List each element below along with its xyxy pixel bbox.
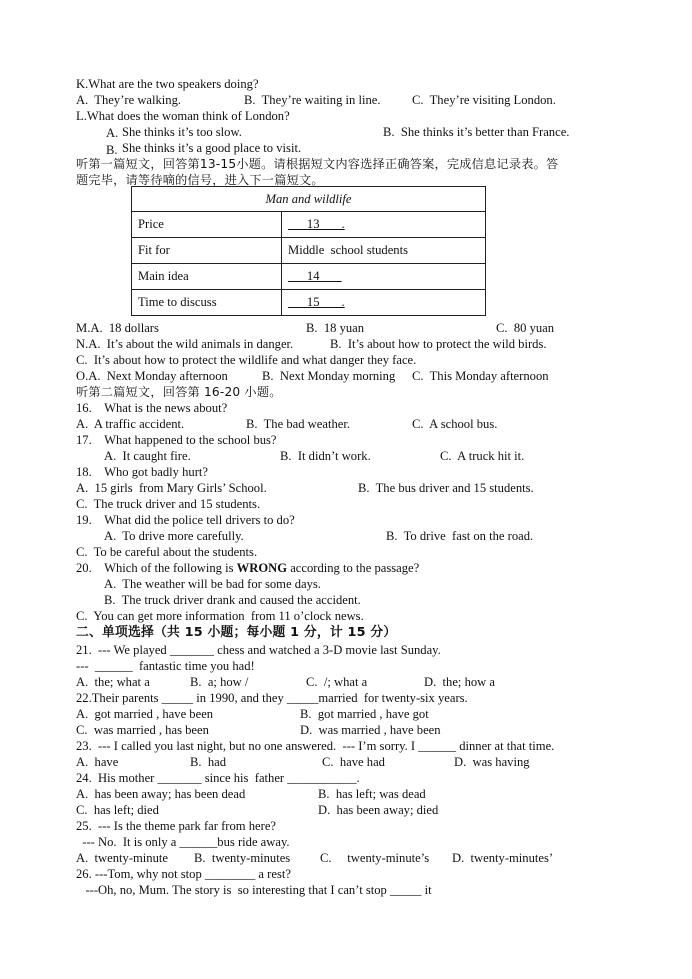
- option-n-b: B. It’s about how to protect the wild birds.: [330, 337, 547, 351]
- option-24-b: B. has left; was dead: [318, 787, 426, 801]
- question-19: 19. What did the police tell drivers to do?: [76, 513, 295, 527]
- question-23: 23. --- I called you last night, but no one answered. --- I’m sorry. I ______ dinner at that time.: [76, 739, 555, 753]
- option-21-d: D. the; how a: [424, 675, 495, 689]
- option-24-d: D. has been away; died: [318, 803, 439, 817]
- table-row: [132, 212, 486, 238]
- table-value-blank-15: 15 .: [282, 290, 486, 316]
- table-value-blank-13: 13 .: [282, 212, 486, 238]
- question-17: 17. What happened to the school bus?: [76, 433, 277, 447]
- option-m-c: C. 80 yuan: [496, 321, 555, 335]
- option-21-c: C. /; what a: [306, 675, 368, 689]
- option-l-b: B. She thinks it’s better than France.: [383, 125, 570, 139]
- option-o-a: O.A. Next Monday afternoon: [76, 369, 228, 383]
- option-k-a: A. They’re walking.: [76, 93, 182, 107]
- option-21-b: B. a; how /: [190, 675, 249, 689]
- option-16-c: C. A school bus.: [412, 417, 498, 431]
- option-k-b: B. They’re waiting in line.: [244, 93, 381, 107]
- option-25-d: D. twenty-minutes’: [452, 851, 554, 865]
- table-value: Middle school students: [282, 238, 486, 264]
- passage1-instruction-line1: 听第一篇短文，回答第13-15小题。请根据短文内容选择正确答案，完成信息记录表。答: [76, 157, 559, 171]
- option-21-a: A. the; what a: [76, 675, 150, 689]
- table-row: [132, 290, 486, 316]
- option-n-c: C. It’s about how to protect the wildlife and what danger they face.: [76, 353, 417, 367]
- option-18-c: C. The truck driver and 15 students.: [76, 497, 261, 511]
- question-22: 22.Their parents _____ in 1990, and they _____married for twenty-six years.: [76, 691, 468, 705]
- option-l-a-marker: A.: [106, 126, 119, 140]
- table-label: Main idea: [132, 264, 282, 290]
- option-18-b: B. The bus driver and 15 students.: [358, 481, 534, 495]
- table-title: Man and wildlife: [132, 187, 486, 212]
- option-17-a: A. It caught fire.: [104, 449, 191, 463]
- option-18-a: A. 15 girls from Mary Girls’ School.: [76, 481, 267, 495]
- option-n-a: N.A. It’s about the wild animals in danger.: [76, 337, 294, 351]
- option-24-c: C. has left; died: [76, 803, 159, 817]
- question-25: 25. --- Is the theme park far from here?: [76, 819, 277, 833]
- option-19-a: A. To drive more carefully.: [104, 529, 244, 543]
- question-l: L.What does the woman think of London?: [76, 109, 290, 123]
- option-19-b: B. To drive fast on the road.: [386, 529, 534, 543]
- section2-title: 二、单项选择（共 15 小题；每小题 1 分，计 15 分）: [76, 625, 397, 640]
- emphasis-wrong: WRONG: [236, 561, 288, 575]
- option-16-b: B. The bad weather.: [246, 417, 350, 431]
- option-17-c: C. A truck hit it.: [440, 449, 525, 463]
- option-l-c-text: She thinks it’s a good place to visit.: [122, 141, 302, 155]
- option-25-c: C. twenty-minute’s: [320, 851, 430, 865]
- option-22-b: B. got married , have got: [300, 707, 429, 721]
- question-16: 16. What is the news about?: [76, 401, 228, 415]
- question-25-line2: --- No. It is only a ______bus ride away.: [76, 835, 290, 849]
- option-23-d: D. was having: [454, 755, 530, 769]
- option-25-b: B. twenty-minutes: [194, 851, 291, 865]
- table-row: [132, 264, 486, 290]
- option-o-b: B. Next Monday morning: [262, 369, 396, 383]
- option-16-a: A. A traffic accident.: [76, 417, 185, 431]
- option-m-a: M.A. 18 dollars: [76, 321, 159, 335]
- option-22-c: C. was married , has been: [76, 723, 209, 737]
- option-m-b: B. 18 yuan: [306, 321, 365, 335]
- table-label: Price: [132, 212, 282, 238]
- question-18: 18. Who got badly hurt?: [76, 465, 208, 479]
- question-21-line2: --- ______ fantastic time you had!: [76, 659, 255, 673]
- option-17-b: B. It didn’t work.: [280, 449, 371, 463]
- table-label: Time to discuss: [132, 290, 282, 316]
- question-k: K.What are the two speakers doing?: [76, 77, 259, 91]
- table-label: Fit for: [132, 238, 282, 264]
- option-23-b: B. had: [190, 755, 227, 769]
- option-l-a-text: She thinks it’s too slow.: [122, 125, 242, 139]
- option-k-c: C. They’re visiting London.: [412, 93, 556, 107]
- question-20: 20. Which of the following is WRONG according to the passage?: [76, 561, 420, 575]
- info-record-table: [131, 186, 486, 316]
- option-23-c: C. have had: [322, 755, 385, 769]
- option-20-b: B. The truck driver drank and caused the accident.: [104, 593, 361, 607]
- question-26-line2: ---Oh, no, Mum. The story is so interesting that I can’t stop _____ it: [76, 883, 432, 897]
- option-l-c-marker: B.: [106, 143, 118, 157]
- option-19-c: C. To be careful about the students.: [76, 545, 258, 559]
- table-value-blank-14: 14: [282, 264, 486, 290]
- option-20-a: A. The weather will be bad for some days.: [104, 577, 321, 591]
- question-21-line1: 21. --- We played _______ chess and watched a 3-D movie last Sunday.: [76, 643, 441, 657]
- option-23-a: A. have: [76, 755, 119, 769]
- option-o-c: C. This Monday afternoon: [412, 369, 549, 383]
- option-20-c: C. You can get more information from 11 o’clock news.: [76, 609, 364, 623]
- option-24-a: A. has been away; has been dead: [76, 787, 246, 801]
- option-22-a: A. got married , have been: [76, 707, 214, 721]
- passage1-instruction-line2: 题完毕，请等待嘀的信号，进入下一篇短文。: [76, 173, 324, 187]
- option-25-a: A. twenty-minute: [76, 851, 168, 865]
- option-22-d: D. was married , have been: [300, 723, 441, 737]
- table-row: [132, 238, 486, 264]
- question-26: 26. ---Tom, why not stop ________ a rest?: [76, 867, 291, 881]
- question-24: 24. His mother _______ since his father ___________.: [76, 771, 360, 785]
- passage2-instruction: 听第二篇短文，回答第 16-20 小题。: [76, 385, 282, 399]
